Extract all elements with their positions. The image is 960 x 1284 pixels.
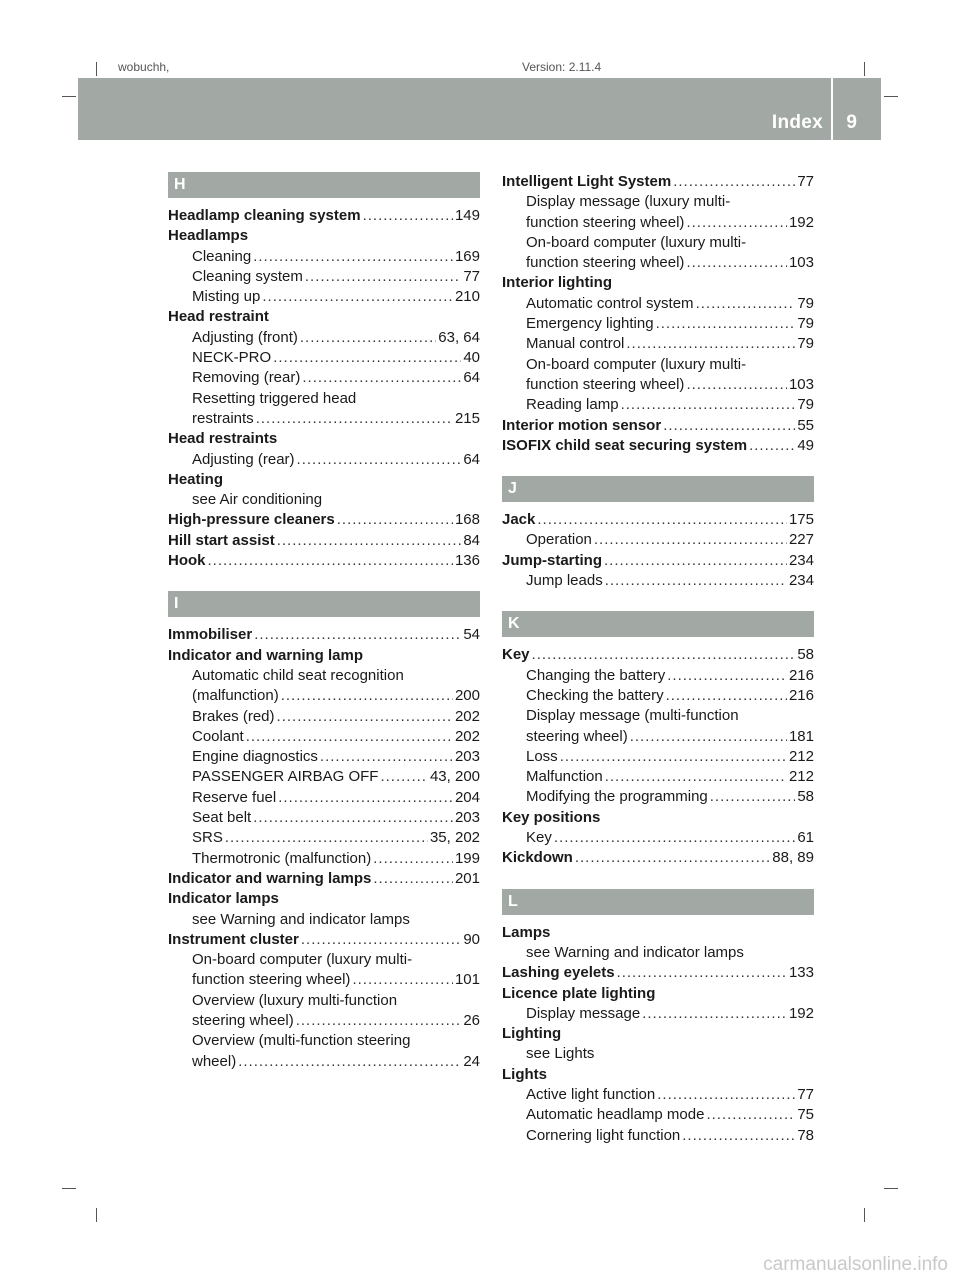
index-subentry[interactable] — [502, 686, 814, 706]
dot-leader — [642, 1004, 787, 1024]
dot-leader — [710, 787, 796, 807]
index-subentry[interactable] — [168, 1052, 480, 1072]
index-subentry[interactable] — [168, 747, 480, 767]
dot-leader — [300, 328, 436, 348]
dot-leader — [253, 808, 453, 828]
entry-label: steering wheel) — [192, 1011, 294, 1029]
page-reference[interactable]: 204 — [454, 788, 480, 806]
entry-label: Reading lamp — [526, 396, 619, 414]
page-reference[interactable]: 88, 89 — [772, 849, 814, 867]
crop-mark — [884, 1188, 898, 1189]
entry-label: Headlamp cleaning system — [168, 207, 361, 224]
dot-leader — [301, 930, 461, 950]
dot-leader — [246, 727, 453, 747]
page-reference[interactable]: 210 — [454, 288, 480, 306]
index-subentry[interactable] — [502, 395, 814, 415]
page-reference[interactable]: 58 — [797, 788, 814, 806]
dot-leader — [380, 767, 428, 787]
dot-leader — [749, 436, 795, 456]
entry-label: Malfunction — [526, 768, 603, 786]
index-subentry-text: Automatic child seat recognition — [192, 666, 404, 684]
index-heading: Interior lighting — [502, 274, 612, 292]
page-reference[interactable]: 169 — [454, 247, 480, 265]
index-subentry[interactable] — [168, 727, 480, 747]
page-reference[interactable]: 203 — [454, 809, 480, 827]
index-subentry-text: Resetting triggered head — [192, 389, 357, 407]
index-heading: Lights — [502, 1065, 547, 1083]
dot-leader — [373, 869, 453, 889]
index-subentry[interactable] — [168, 1011, 480, 1031]
page-reference[interactable]: 216 — [788, 686, 814, 704]
index-entry[interactable] — [502, 645, 814, 665]
page-reference[interactable]: 103 — [788, 375, 814, 393]
dot-leader — [696, 294, 796, 314]
index-subentry[interactable] — [502, 787, 814, 807]
page-reference[interactable]: 133 — [788, 964, 814, 982]
page-reference[interactable]: 136 — [454, 552, 480, 570]
dot-leader — [594, 530, 787, 550]
index-subentry[interactable] — [168, 328, 480, 348]
index-subentry[interactable] — [168, 788, 480, 808]
index-subentry[interactable] — [168, 707, 480, 727]
section-letter: I — [168, 591, 480, 617]
dot-leader — [621, 395, 796, 415]
entry-label: Display message — [526, 1004, 641, 1022]
entry-label: Hill start assist — [168, 531, 275, 549]
index-subentry[interactable] — [502, 375, 814, 395]
dot-leader — [532, 645, 796, 665]
dot-leader — [657, 1085, 795, 1105]
page-reference[interactable]: 181 — [788, 727, 814, 745]
page-reference[interactable]: 54 — [463, 626, 480, 644]
index-heading: Lighting — [502, 1025, 562, 1043]
section-letter: K — [502, 611, 814, 637]
index-entry[interactable] — [502, 510, 814, 530]
entry-label: Cornering light function — [526, 1126, 681, 1144]
page-reference[interactable]: 215 — [454, 409, 480, 427]
index-subentry[interactable] — [502, 334, 814, 354]
index-subentry[interactable] — [502, 294, 814, 314]
entry-label: Coolant — [192, 727, 244, 745]
entry-label: Loss — [526, 747, 558, 765]
dot-leader — [296, 1011, 462, 1031]
entry-label: Adjusting (rear) — [192, 450, 295, 468]
page-title: Index — [771, 112, 823, 133]
page-reference[interactable]: 79 — [797, 396, 814, 414]
entry-label: Key — [526, 829, 552, 847]
index-heading: Head restraint — [168, 308, 269, 326]
index-subentry[interactable] — [502, 767, 814, 787]
entry-label: Jump leads — [526, 572, 603, 590]
page-reference[interactable]: 199 — [454, 849, 480, 867]
entry-label: Cleaning system — [192, 267, 303, 285]
dot-leader — [253, 247, 453, 267]
index-subentry-text: Overview (multi-function steering — [192, 1032, 411, 1050]
entry-label: Cleaning — [192, 247, 252, 265]
index-entry[interactable] — [502, 963, 814, 983]
page-reference[interactable]: 24 — [463, 1052, 480, 1070]
page-reference[interactable]: 79 — [797, 315, 814, 333]
entry-label: Jack — [502, 511, 536, 529]
page-reference[interactable]: 201 — [454, 869, 480, 887]
index-subentry[interactable] — [502, 1126, 814, 1146]
entry-label: Lashing eyelets — [502, 964, 615, 982]
dot-leader — [278, 788, 453, 808]
index-entry[interactable] — [168, 869, 480, 889]
dot-leader — [617, 963, 787, 983]
dot-leader — [604, 551, 787, 571]
index-entry[interactable] — [168, 551, 480, 571]
page-reference[interactable]: 216 — [788, 666, 814, 684]
crop-mark — [864, 62, 865, 76]
entry-label: function steering wheel) — [526, 213, 685, 231]
index-subentry[interactable] — [168, 686, 480, 706]
index-subentry-text: On-board computer (luxury multi- — [192, 951, 413, 969]
index-subentry[interactable] — [502, 1105, 814, 1125]
dot-leader — [297, 450, 462, 470]
index-heading: Indicator lamps — [168, 890, 279, 908]
dot-leader — [666, 686, 787, 706]
page-reference[interactable]: 35, 202 — [429, 829, 480, 847]
page-reference[interactable]: 175 — [788, 511, 814, 529]
page-reference[interactable]: 212 — [788, 768, 814, 786]
entry-label: Changing the battery — [526, 666, 666, 684]
entry-label: wheel) — [192, 1052, 237, 1070]
page-reference[interactable]: 64 — [463, 369, 480, 387]
page-reference[interactable]: 64 — [463, 450, 480, 468]
entry-label: Immobiliser — [168, 626, 253, 644]
entry-label: Manual control — [526, 335, 625, 353]
entry-label: Reserve fuel — [192, 788, 277, 806]
entry-label: Interior motion sensor — [502, 416, 662, 434]
page-reference[interactable]: 77 — [463, 267, 480, 285]
crop-mark — [62, 1188, 76, 1189]
page-reference[interactable]: 212 — [788, 747, 814, 765]
dot-leader — [352, 970, 453, 990]
entry-label: function steering wheel) — [526, 375, 685, 393]
crop-mark — [62, 96, 76, 97]
entry-label: High-pressure cleaners — [168, 511, 335, 529]
index-heading: Lamps — [502, 923, 551, 941]
dot-leader — [667, 666, 787, 686]
index-heading: Key positions — [502, 808, 601, 826]
index-subentry[interactable] — [168, 450, 480, 470]
crop-mark — [864, 1208, 865, 1222]
page-reference[interactable]: 203 — [454, 748, 480, 766]
entry-label: Kickdown — [502, 849, 573, 867]
entry-label: Thermotronic (malfunction) — [192, 849, 372, 867]
index-entry[interactable] — [168, 930, 480, 950]
page-reference[interactable]: 192 — [788, 1004, 814, 1022]
section-letter: H — [168, 172, 480, 198]
dot-leader — [320, 747, 453, 767]
dot-leader — [277, 531, 462, 551]
entry-label: Modifying the programming — [526, 788, 708, 806]
index-subentry[interactable] — [168, 767, 480, 787]
page-reference[interactable]: 192 — [788, 213, 814, 231]
dot-leader — [262, 287, 453, 307]
dot-leader — [554, 828, 795, 848]
entry-label: function steering wheel) — [192, 971, 351, 989]
index-subentry[interactable] — [502, 213, 814, 233]
index-heading: Licence plate lighting — [502, 984, 656, 1002]
page-reference[interactable]: 55 — [797, 416, 814, 434]
index-entry[interactable] — [168, 625, 480, 645]
header-divider — [831, 78, 833, 140]
page-reference[interactable]: 168 — [454, 511, 480, 529]
entry-label: Jump-starting — [502, 551, 603, 569]
index-subentry[interactable] — [168, 247, 480, 267]
index-subentry[interactable] — [168, 348, 480, 368]
section-letter: L — [502, 889, 814, 915]
entry-label: NECK-PRO — [192, 349, 272, 367]
entry-label: restraints — [192, 409, 254, 427]
crop-mark — [96, 62, 97, 76]
index-column-right — [502, 172, 814, 1146]
index-subentry[interactable] — [502, 1004, 814, 1024]
index-subentry-text: On-board computer (luxury multi- — [526, 233, 747, 251]
entry-label: Automatic control system — [526, 294, 694, 312]
entry-label: Automatic headlamp mode — [526, 1106, 705, 1124]
page-reference[interactable]: 202 — [454, 727, 480, 745]
dot-leader — [277, 707, 453, 727]
dot-leader — [273, 348, 461, 368]
index-subentry-text: Overview (luxury multi-function — [192, 991, 398, 1009]
dot-leader — [682, 1126, 795, 1146]
index-entry[interactable] — [502, 172, 814, 192]
entry-label: Operation — [526, 531, 592, 549]
page-reference[interactable]: 79 — [797, 294, 814, 312]
dot-leader — [626, 334, 795, 354]
index-subentry-text: see Warning and indicator lamps — [526, 943, 744, 961]
index-subentry[interactable] — [502, 747, 814, 767]
dot-leader — [281, 686, 453, 706]
index-entry[interactable] — [502, 551, 814, 571]
page-reference[interactable]: 49 — [797, 436, 814, 454]
watermark: carmanualsonline.info — [763, 1254, 948, 1275]
index-subentry-text: Display message (luxury multi- — [526, 193, 731, 211]
index-entry[interactable] — [502, 436, 814, 456]
dot-leader — [537, 510, 787, 530]
dot-leader — [208, 551, 453, 571]
index-entry[interactable] — [168, 531, 480, 551]
dot-leader — [254, 625, 461, 645]
entry-label: Removing (rear) — [192, 369, 301, 387]
dot-leader — [686, 213, 787, 233]
entry-label: ISOFIX child seat securing system — [502, 436, 748, 454]
index-subentry[interactable] — [502, 828, 814, 848]
page-reference[interactable]: 200 — [454, 687, 480, 705]
entry-label: Misting up — [192, 288, 261, 306]
entry-label: Seat belt — [192, 809, 252, 827]
dot-leader — [630, 727, 787, 747]
page-reference[interactable]: 61 — [797, 829, 814, 847]
dot-leader — [363, 206, 453, 226]
page-reference[interactable]: 63, 64 — [438, 328, 480, 346]
page-reference[interactable]: 78 — [797, 1126, 814, 1144]
entry-label: Key — [502, 646, 530, 664]
page-reference[interactable]: 75 — [797, 1106, 814, 1124]
crop-mark — [884, 96, 898, 97]
entry-label: Indicator and warning lamps — [168, 869, 372, 887]
dot-leader — [302, 368, 461, 388]
page-reference[interactable]: 234 — [788, 551, 814, 569]
index-subentry[interactable] — [168, 828, 480, 848]
entry-label: Engine diagnostics — [192, 748, 318, 766]
page-reference[interactable]: 77 — [797, 1085, 814, 1103]
page-reference[interactable]: 90 — [463, 930, 480, 948]
section-letter: J — [502, 476, 814, 502]
index-heading: Heating — [168, 470, 224, 488]
index-subentry[interactable] — [502, 314, 814, 334]
page-reference[interactable]: 149 — [454, 207, 480, 224]
dot-leader — [605, 571, 787, 591]
page-number: 9 — [846, 112, 857, 133]
index-subentry[interactable] — [502, 253, 814, 273]
entry-label: Active light function — [526, 1085, 656, 1103]
page-reference[interactable]: 40 — [463, 349, 480, 367]
dot-leader — [560, 747, 787, 767]
dot-leader — [256, 409, 453, 429]
page-reference[interactable]: 227 — [788, 531, 814, 549]
entry-label: function steering wheel) — [526, 254, 685, 272]
entry-label: SRS — [192, 829, 223, 847]
page-reference[interactable]: 101 — [454, 971, 480, 989]
index-subentry[interactable] — [168, 368, 480, 388]
page-reference[interactable]: 26 — [463, 1011, 480, 1029]
page-reference[interactable]: 84 — [463, 531, 480, 549]
page-reference[interactable]: 234 — [788, 572, 814, 590]
index-subentry[interactable] — [502, 571, 814, 591]
entry-label: Intelligent Light System — [502, 173, 672, 190]
page-header — [78, 78, 881, 140]
index-subentry[interactable] — [168, 267, 480, 287]
index-subentry-text: Display message (multi-function — [526, 707, 739, 725]
dot-leader — [373, 849, 453, 869]
entry-label: Brakes (red) — [192, 707, 275, 725]
dot-leader — [673, 172, 795, 192]
index-entry[interactable] — [502, 848, 814, 868]
index-subentry[interactable] — [168, 287, 480, 307]
dot-leader — [605, 767, 787, 787]
index-entry[interactable] — [502, 416, 814, 436]
page-reference[interactable]: 43, 200 — [429, 768, 480, 786]
dot-leader — [238, 1052, 461, 1072]
entry-label: (malfunction) — [192, 687, 279, 705]
page-reference[interactable]: 103 — [788, 254, 814, 272]
crop-mark — [96, 1208, 97, 1222]
index-heading: Headlamps — [168, 227, 249, 245]
index-subentry-text: On-board computer (luxury multi- — [526, 355, 747, 373]
index-column-left — [168, 172, 480, 1072]
index-subentry[interactable] — [168, 409, 480, 429]
page-reference[interactable]: 202 — [454, 707, 480, 725]
entry-label: PASSENGER AIRBAG OFF — [192, 768, 379, 786]
entry-label: Hook — [168, 552, 206, 570]
index-subentry[interactable] — [502, 666, 814, 686]
dot-leader — [337, 510, 453, 530]
index-subentry[interactable] — [168, 849, 480, 869]
entry-label: Emergency lighting — [526, 315, 654, 333]
print-meta-right: Version: 2.11.4 — [522, 60, 602, 74]
index-subentry[interactable] — [168, 808, 480, 828]
index-subentry[interactable] — [502, 530, 814, 550]
index-subentry[interactable] — [168, 970, 480, 990]
index-heading: Indicator and warning lamp — [168, 646, 364, 664]
entry-label: Instrument cluster — [168, 930, 299, 948]
dot-leader — [686, 253, 787, 273]
dot-leader — [575, 848, 770, 868]
index-entry[interactable] — [168, 510, 480, 530]
index-subentry-text: see Air conditioning — [192, 491, 323, 509]
page-reference[interactable]: 77 — [797, 173, 814, 190]
dot-leader — [225, 828, 428, 848]
dot-leader — [706, 1105, 795, 1125]
index-subentry-text: see Warning and indicator lamps — [192, 910, 410, 928]
dot-leader — [305, 267, 461, 287]
page-reference[interactable]: 58 — [797, 646, 814, 664]
entry-label: Adjusting (front) — [192, 328, 298, 346]
index-subentry-text: see Lights — [526, 1045, 595, 1063]
dot-leader — [686, 375, 787, 395]
index-entry[interactable] — [168, 206, 480, 226]
entry-label: steering wheel) — [526, 727, 628, 745]
page-reference[interactable]: 79 — [797, 335, 814, 353]
dot-leader — [656, 314, 796, 334]
index-subentry[interactable] — [502, 727, 814, 747]
index-subentry[interactable] — [502, 1085, 814, 1105]
dot-leader — [663, 416, 795, 436]
print-meta-left: wobuchh, — [118, 60, 170, 74]
entry-label: Checking the battery — [526, 686, 664, 704]
index-heading: Head restraints — [168, 430, 278, 448]
